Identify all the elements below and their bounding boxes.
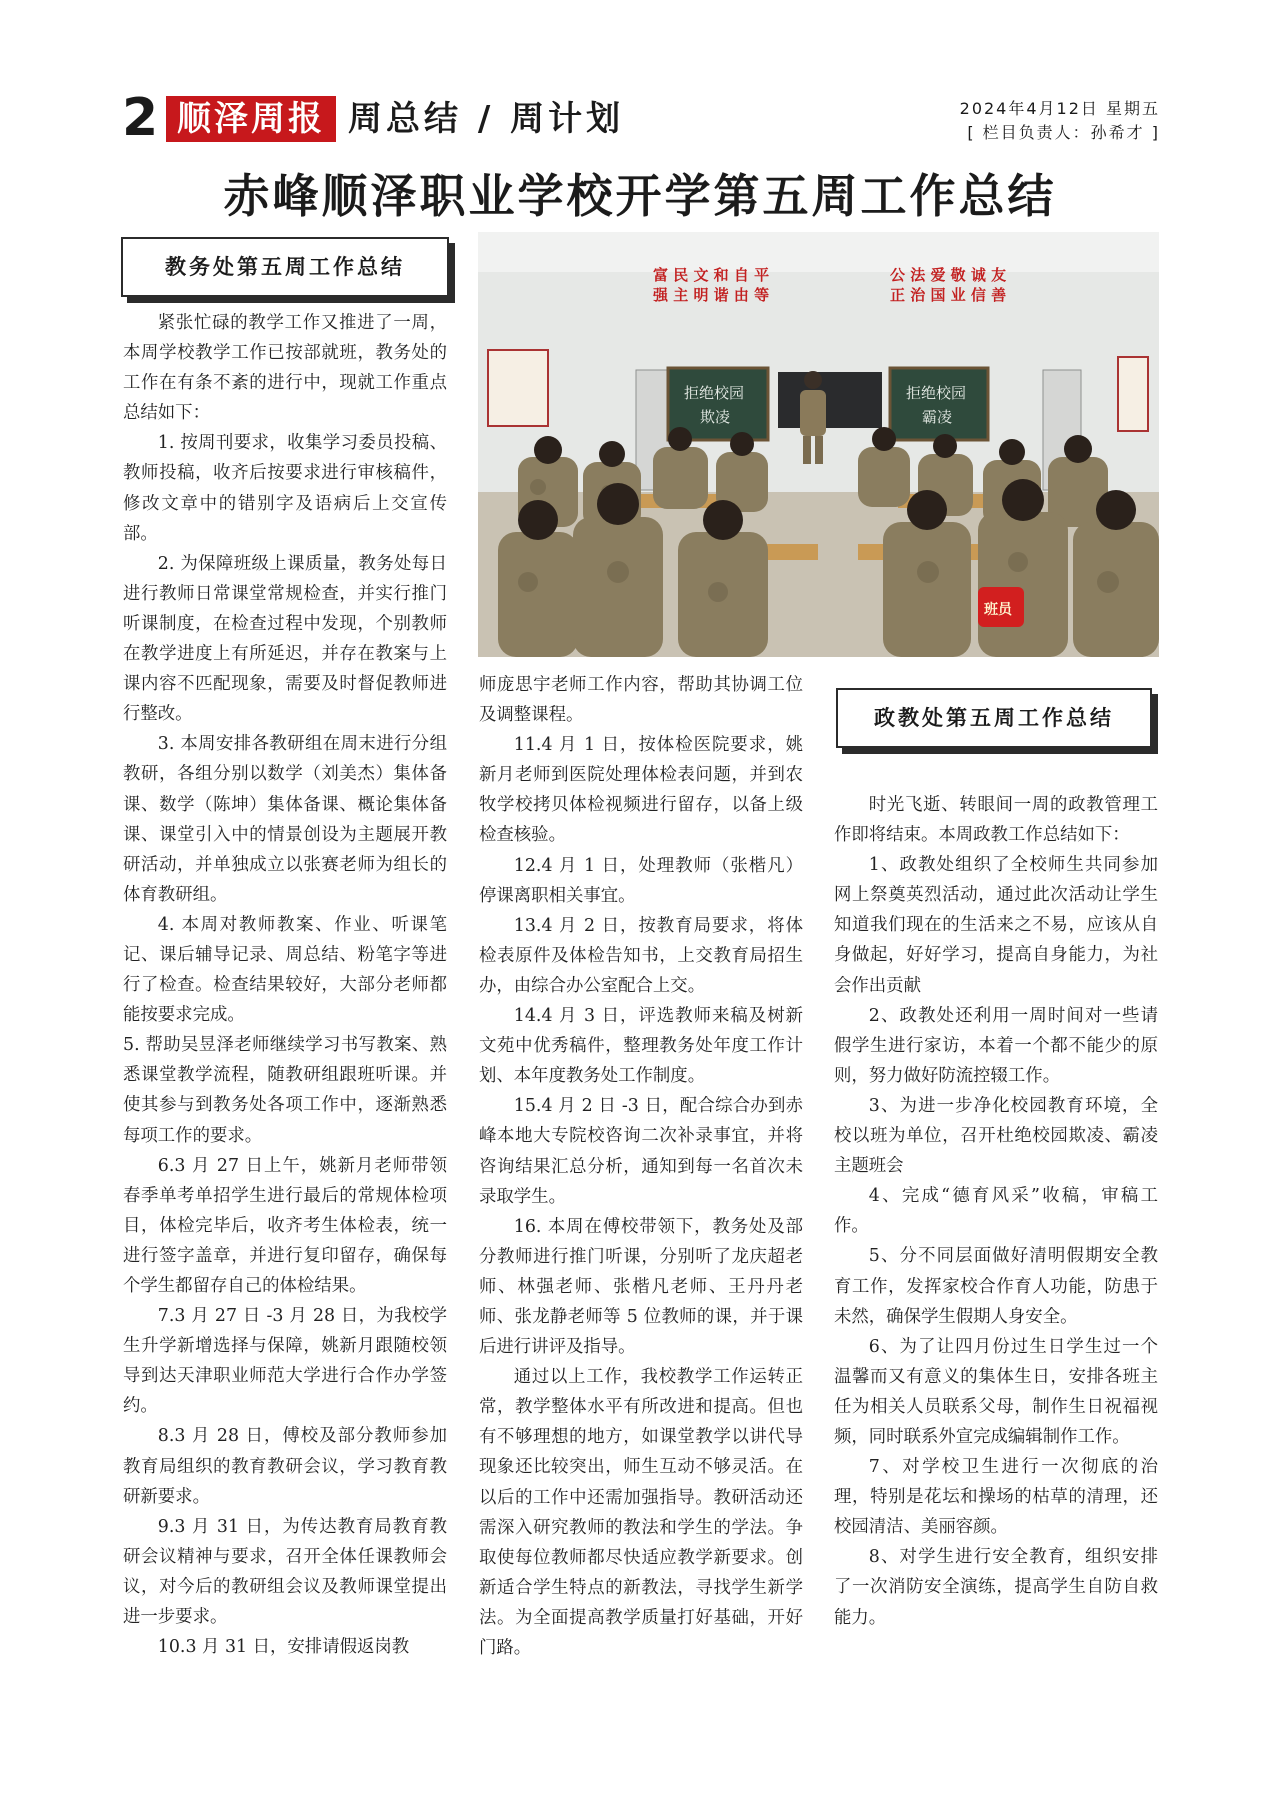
banner-right-line2: 正 治 国 业 信 善 [890,286,1007,304]
political-paragraph: 3、为进一步净化校园教育环境，全校以班为单位，召开杜绝校园欺凌、霸凌主题班会 [834,1095,1158,1177]
academic-paragraph: 6.3 月 27 日上午，姚新月老师带领春季单考单招学生进行最后的常规体检项目，体检完毕后，收齐考生体检表，统一进行签字盖章，并进行复印留存，确保每个学生都留存自己的体检结果。 [123,1155,447,1296]
page-number: 2 [122,88,159,148]
political-paragraph: 时光飞逝、转眼间一周的政教管理工作即将结束。本周政教工作总结如下： [834,795,1158,846]
section-title: 周总结 / 周计划 [348,99,625,139]
academic-paragraph: 通过以上工作，我校教学工作运转正常，教学整体水平有所改进和提高。但也有不够理想的地方，如课堂教学以讲代导现象还比较突出，师生互动不够灵活。在以后的工作中还需加强指导。教研活动还需深入研究教师的教法和学生的学法。争取使每位教师都尽快适应教学新要求。创新适合学生特点的新教法，寻找学生新学法。为全面提高教学质量打好基础，开好门路。 [479,1367,803,1658]
academic-paragraph: 11.4 月 1 日，按体检医院要求，姚新月老师到医院处理体检表问题，并到农牧学校拷贝体检视频进行留存，以备上级检查核验。 [479,735,803,846]
banner-right-line1: 公 法 爱 敬 诚 友 [890,266,1007,284]
political-paragraph: 4、完成“德育风采”收稿，审稿工作。 [834,1186,1158,1237]
academic-paragraph: 7.3 月 27 日 -3 月 28 日，为我校学生升学新增选择与保障，姚新月跟随校领导到达天津职业师范大学进行合作办学签约。 [123,1306,447,1417]
academic-section-title: 教务处第五周工作总结 [121,237,449,297]
board-right-line1: 拒绝校园 [906,384,967,402]
academic-paragraph: 紧张忙碌的教学工作又推进了一周，本周学校教学工作已按部就班，教务处的工作在有条不紊的进行中，现就工作重点总结如下： [123,313,447,424]
academic-paragraph: 10.3 月 31 日，安排请假返岗教 [157,1637,410,1658]
banner-left-line1: 富 民 文 和 自 平 [653,266,770,284]
political-section-title: 政教处第五周工作总结 [836,688,1152,748]
page-headline: 赤峰顺泽职业学校开学第五周工作总结 [223,169,1057,223]
academic-paragraph: 8.3 月 28 日，傅校及部分教师参加教育局组织的教育教研会议，学习教育教研新要求。 [123,1426,447,1507]
political-paragraph: 5、分不同层面做好清明假期安全教育工作，发挥家校合作育人功能，防患于未然，确保学生假期人身安全。 [834,1246,1158,1327]
armband-label: 班员 [984,602,1012,618]
issue-date: 2024年4月12日 星期五 [959,99,1160,118]
academic-column-1 [123,308,447,1662]
political-paragraph: 7、对学校卫生进行一次彻底的治理，特别是花坛和操场的枯草的清理，还校园清洁、美丽容颜。 [834,1457,1158,1538]
board-left-line1: 拒绝校园 [684,384,745,402]
political-paragraph: 6、为了让四月份过生日学生过一个温馨而又有意义的集体生日，安排各班主任为相关人员联系父母，制作生日祝福视频，同时联系外宣完成编辑制作工作。 [834,1336,1158,1447]
academic-paragraph: 4. 本周对教师教案、作业、听课笔记、课后辅导记录、周总结、粉笔字等进行了检查。检查结果较好，大部分老师都能按要求完成。 [123,914,447,1026]
academic-paragraph: 9.3 月 31 日，为传达教育局教育教研会议精神与要求，召开全体任课教师会议，对今后的教研组会议及教师课堂提出进一步要求。 [123,1516,447,1628]
academic-column-2 [479,670,803,1663]
political-paragraph: 2、政教处还利用一周时间对一些请假学生进行家访，本着一个都不能少的原则，努力做好防流控辍工作。 [834,1005,1158,1086]
classroom-photo [478,232,1159,657]
column-editor: [ 栏目负责人：孙希才 ] [967,123,1160,142]
academic-paragraph: 16. 本周在傅校带领下，教务处及部分教师进行推门听课，分别听了龙庆超老师、林强老师、张楷凡老师、王丹丹老师、张龙静老师等 5 位教师的课，并于课后进行讲评及指导。 [479,1216,803,1358]
board-left-line2: 欺凌 [700,408,731,426]
political-column [834,790,1158,1633]
academic-paragraph: 2. 为保障班级上课质量，教务处每日进行教师日常课堂常规检查，并实行推门听课制度，在检查过程中发现，个别教师在教学进度上有所延迟，并存在教案与上课内容不匹配现象，需要及时督促教师进行整改。 [123,553,447,725]
political-paragraph: 1、政教处组织了全校师生共同参加网上祭奠英烈活动，通过此次活动让学生知道我们现在的生活来之不易，应该从自身做起，好好学习，提高自身能力，为社会作出贡献 [834,855,1158,996]
banner-left-line2: 强 主 明 谐 由 等 [653,286,770,304]
academic-paragraph: 1. 按周刊要求，收集学习委员投稿、教师投稿，收齐后按要求进行审核稿件，修改文章中的错别字及语病后上交宣传部。 [123,433,447,544]
academic-paragraph: 13.4 月 2 日，按教育局要求，将体检表原件及体检告知书，上交教育局招生办，由综合办公室配合上交。 [479,915,803,996]
academic-paragraph: 5. 帮助吴昱泽老师继续学习书写教案、熟悉课堂教学流程，随教研组跟班听课。并使其参与到教务处各项工作中，逐渐熟悉每项工作的要求。 [123,1035,447,1146]
academic-paragraph: 14.4 月 3 日，评选教师来稿及树新文苑中优秀稿件，整理教务处年度工作计划、本年度教务处工作制度。 [479,1006,803,1087]
masthead-logo: 顺泽周报 [166,96,336,142]
academic-paragraph: 15.4 月 2 日 -3 日，配合综合办到赤峰本地大专院校咨询二次补录事宜，并将咨询结果汇总分析，通知到每一名首次未录取学生。 [479,1096,803,1207]
academic-paragraph: 3. 本周安排各教研组在周末进行分组教研，各组分别以数学（刘美杰）集体备课、数学（陈坤）集体备课、概论集体备课、课堂引入中的情景创设为主题展开教研活动，并单独成立以张赛老师为组长的体育教研组。 [123,734,447,905]
political-paragraph: 8、对学生进行安全教育，组织安排了一次消防安全演练，提高学生自防自救能力。 [834,1547,1158,1628]
academic-paragraph: 12.4 月 1 日，处理教师（张楷凡）停课离职相关事宜。 [479,855,803,906]
board-right-line2: 霸凌 [922,408,953,426]
academic-paragraph: 师庞思宇老师工作内容，帮助其协调工位及调整课程。 [479,675,803,726]
